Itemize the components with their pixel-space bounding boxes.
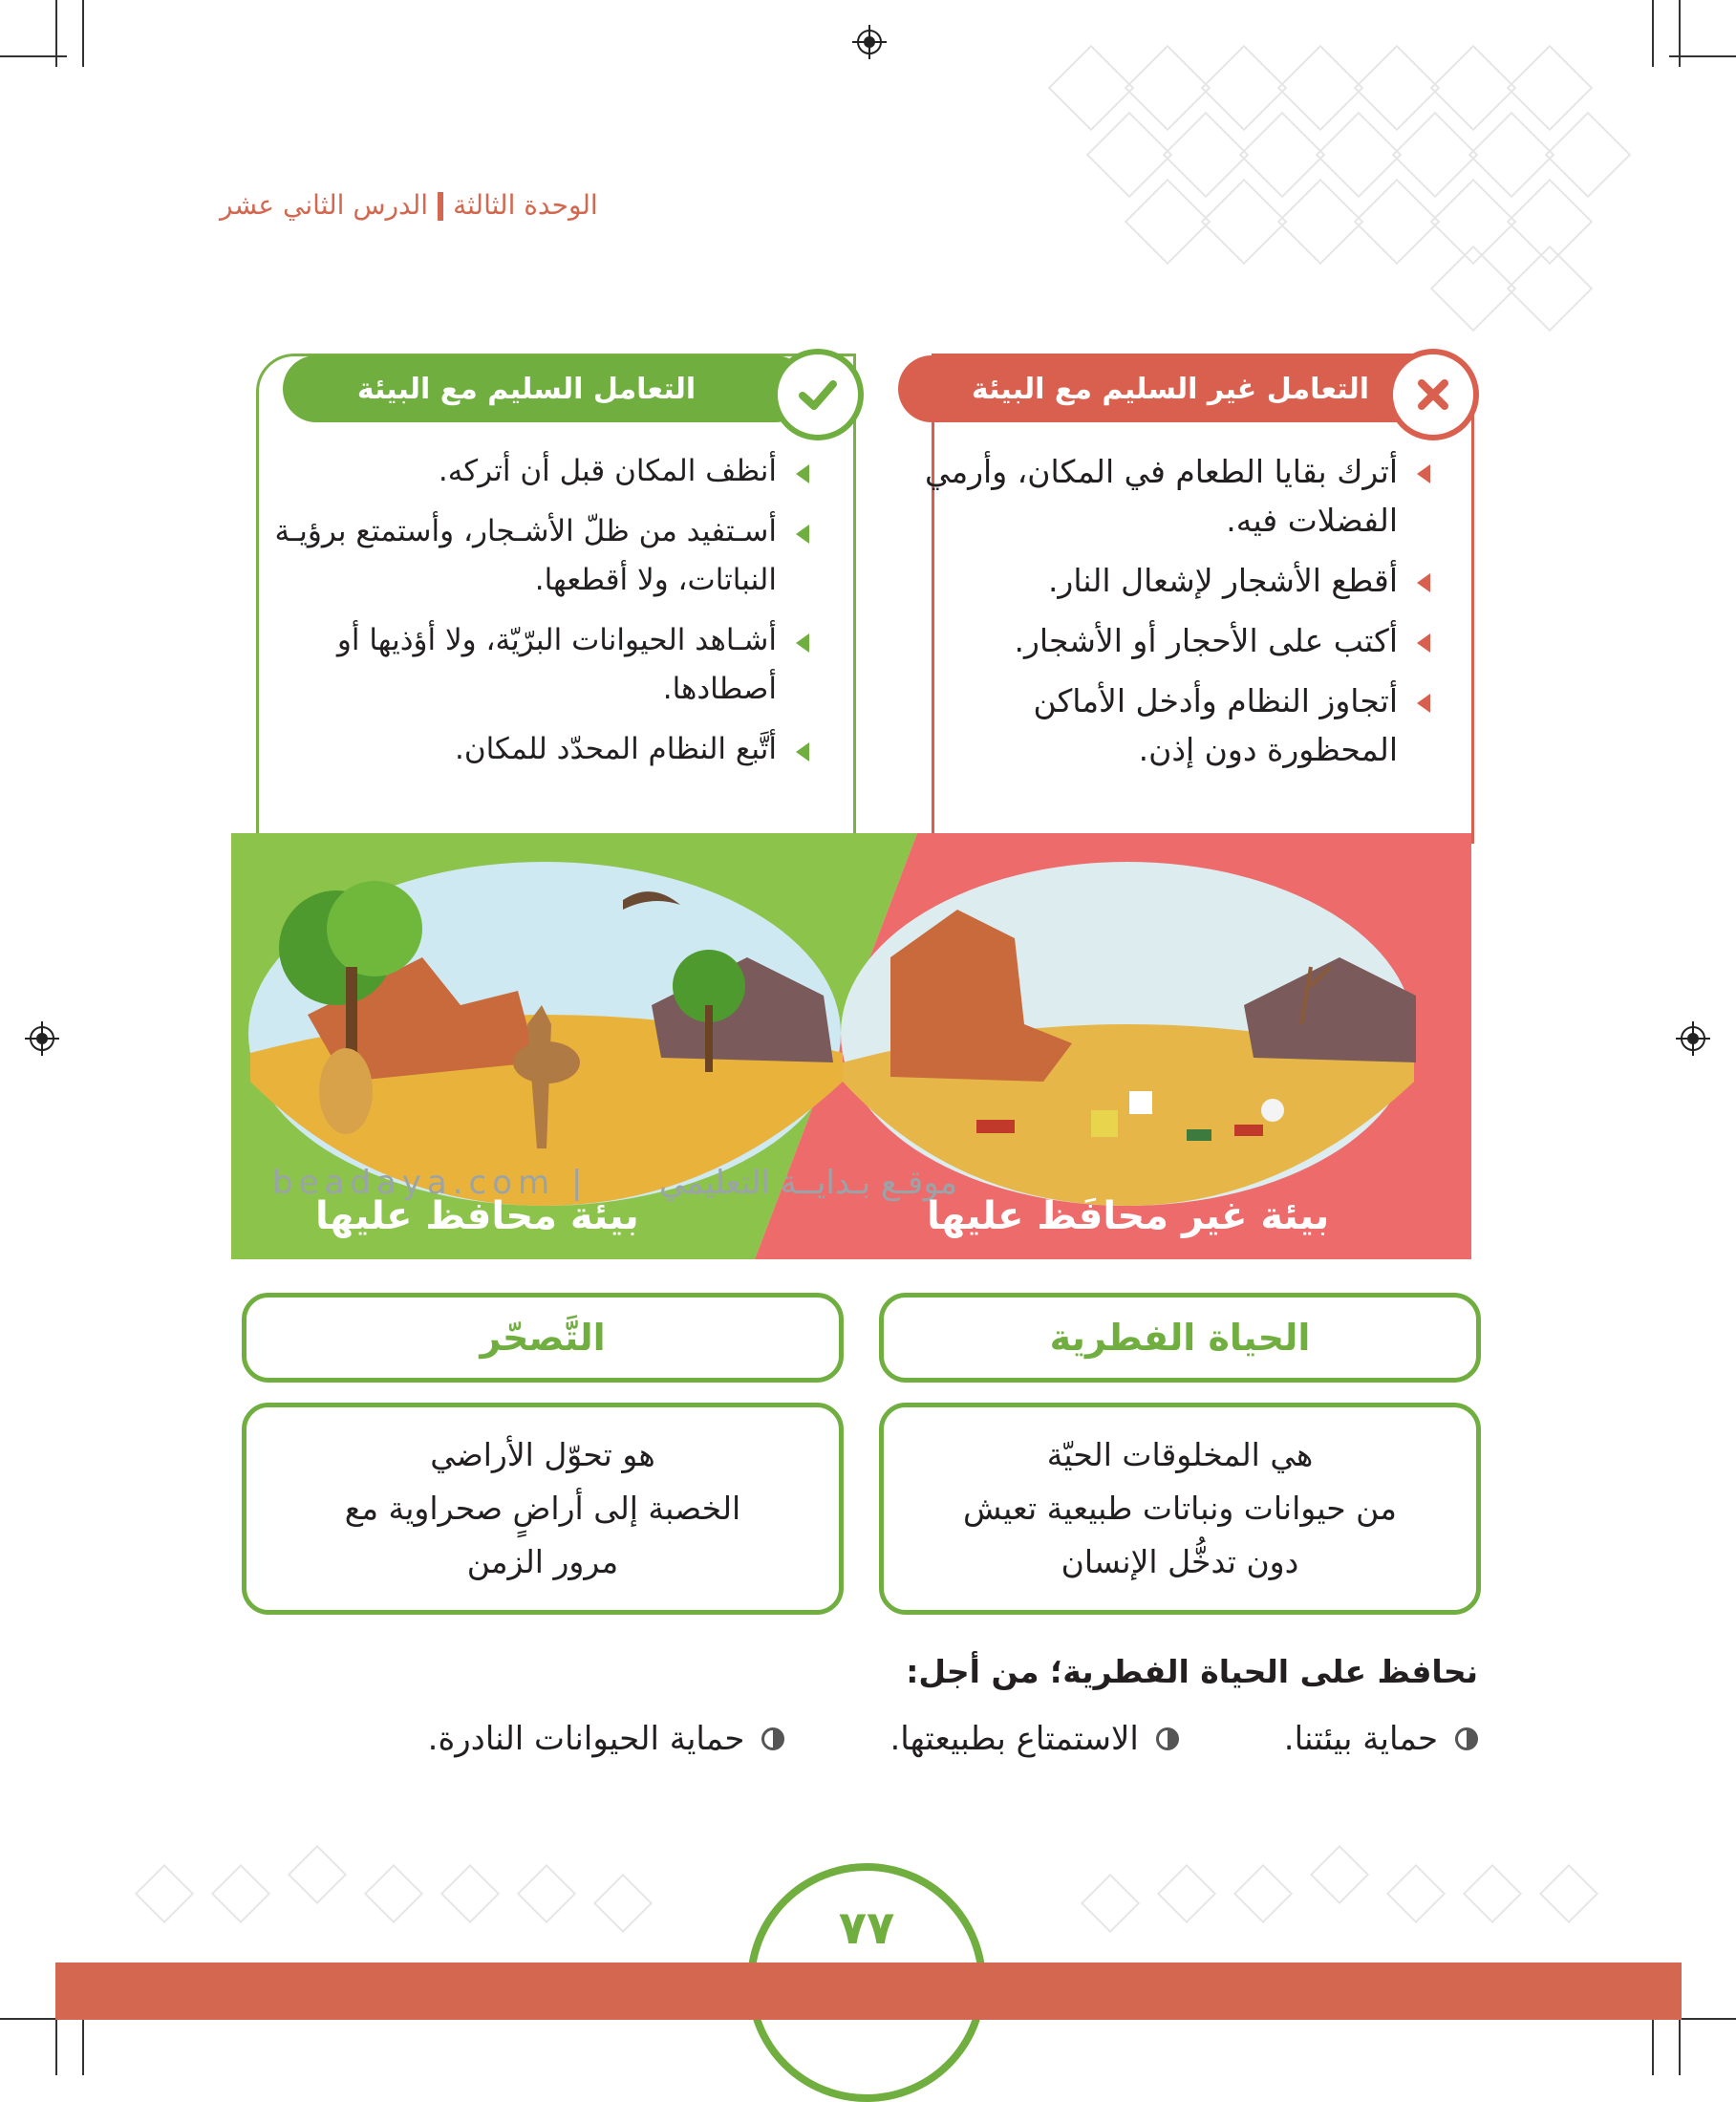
list-item-text: أشـاهد الحيوانات البرّيّة، ولا أؤذيها أو أصطادها.	[336, 623, 777, 706]
list-item	[895, 556, 1430, 605]
list-item-text: أتَّبع النظام المحدّد للمكان.	[454, 732, 777, 766]
reasons-heading: نحافظ على الحياة الفطرية؛ من أجل:	[906, 1653, 1478, 1690]
crop-mark	[0, 55, 67, 57]
list-item	[428, 1720, 785, 1758]
definition-line: دون تدخُّل الإنسان	[1061, 1543, 1299, 1580]
bullet-triangle-icon	[1417, 694, 1430, 713]
unprotected-environment-scene	[841, 862, 1416, 1206]
bullet-triangle-icon	[1417, 464, 1430, 483]
footer-bar	[55, 1963, 1682, 2020]
list-item	[895, 676, 1430, 774]
bullet-triangle-icon	[796, 742, 809, 761]
x-icon	[1387, 349, 1479, 440]
protected-environment-scene	[248, 862, 843, 1206]
definition-line: من حيوانات ونباتات طبيعية تعيش	[963, 1490, 1397, 1527]
breadcrumb	[220, 189, 659, 221]
watermark-url: beadaya.com |	[272, 1164, 589, 1202]
list-item	[246, 725, 809, 774]
desertification-definition	[242, 1403, 844, 1615]
list-item-text: أكتب على الأحجار أو الأشجار.	[1014, 622, 1398, 659]
crop-mark	[82, 0, 84, 67]
wildlife-title: الحياة الفطرية	[879, 1293, 1481, 1383]
list-item	[246, 616, 809, 714]
list-item-text: أقطع الأشجار لإشعال النار.	[1047, 562, 1398, 599]
definition-line: هو تحوّل الأراضي	[430, 1436, 655, 1473]
bullet-triangle-icon	[796, 633, 809, 653]
registration-mark-icon	[25, 1021, 59, 1056]
list-item	[895, 616, 1430, 665]
list-item-text: حماية بيئتنا.	[1283, 1720, 1438, 1758]
definition-line: هي المخلوقات الحيّة	[1046, 1436, 1314, 1473]
list-item-text: أتجاوز النظام وأدخل الأماكن المحظورة دون إذن.	[1033, 682, 1398, 768]
wildlife-definition	[879, 1403, 1481, 1615]
list-item-text: أترك بقايا الطعام في المكان، وأرمي الفضلات فيه.	[924, 453, 1398, 539]
list-item-text: حماية الحيوانات النادرة.	[427, 1720, 745, 1758]
breadcrumb-divider	[438, 192, 443, 221]
bullet-dot-icon	[761, 1727, 784, 1750]
check-icon	[772, 349, 864, 440]
list-item	[895, 447, 1430, 545]
incorrect-behaviour-title: التعامل غير السليم مع البيئة	[898, 355, 1433, 422]
crop-mark	[1652, 0, 1654, 67]
desertification-title: التَّصحّر	[242, 1293, 844, 1383]
list-item-text: الاستمتاع بطبيعتها.	[889, 1720, 1139, 1758]
bullet-triangle-icon	[1417, 633, 1430, 653]
unit-label: الوحدة الثالثة	[453, 189, 598, 221]
list-item	[889, 1720, 1178, 1758]
bullet-triangle-icon	[796, 464, 809, 483]
registration-mark-icon	[852, 25, 887, 59]
list-item	[1284, 1720, 1478, 1758]
correct-behaviour-title: التعامل السليم مع البيئة	[283, 355, 808, 422]
list-item-text: أنظف المكان قبل أن أتركه.	[438, 454, 777, 488]
list-item	[246, 507, 809, 605]
correct-behaviour-list	[246, 447, 809, 785]
page-number: ٧٧	[838, 1901, 895, 1955]
definition-line: الخصبة إلى أراضٍ صحراوية مع	[344, 1490, 741, 1527]
list-item-text: أسـتفيد من ظلّ الأشـجار، وأستمتع برؤيـة النباتات، ولا أقطعها.	[274, 514, 777, 597]
list-item	[246, 447, 809, 496]
bullet-dot-icon	[1156, 1727, 1179, 1750]
lesson-label: الدرس الثاني عشر	[220, 189, 429, 221]
registration-mark-icon	[1676, 1021, 1710, 1056]
protected-environment-label: بيئة محافظ عليها	[315, 1194, 639, 1238]
unprotected-environment-label: بيئة غير محافَظ عليها	[927, 1194, 1330, 1238]
incorrect-behaviour-list	[895, 447, 1430, 785]
crop-mark	[1669, 55, 1736, 57]
definition-line: مرور الزمن	[466, 1543, 619, 1580]
bullet-triangle-icon	[1417, 573, 1430, 592]
watermark-arabic: موقـع بـدايــة التعليمي	[659, 1164, 958, 1202]
bullet-dot-icon	[1455, 1727, 1478, 1750]
bullet-triangle-icon	[796, 525, 809, 544]
reasons-list	[428, 1720, 1478, 1758]
